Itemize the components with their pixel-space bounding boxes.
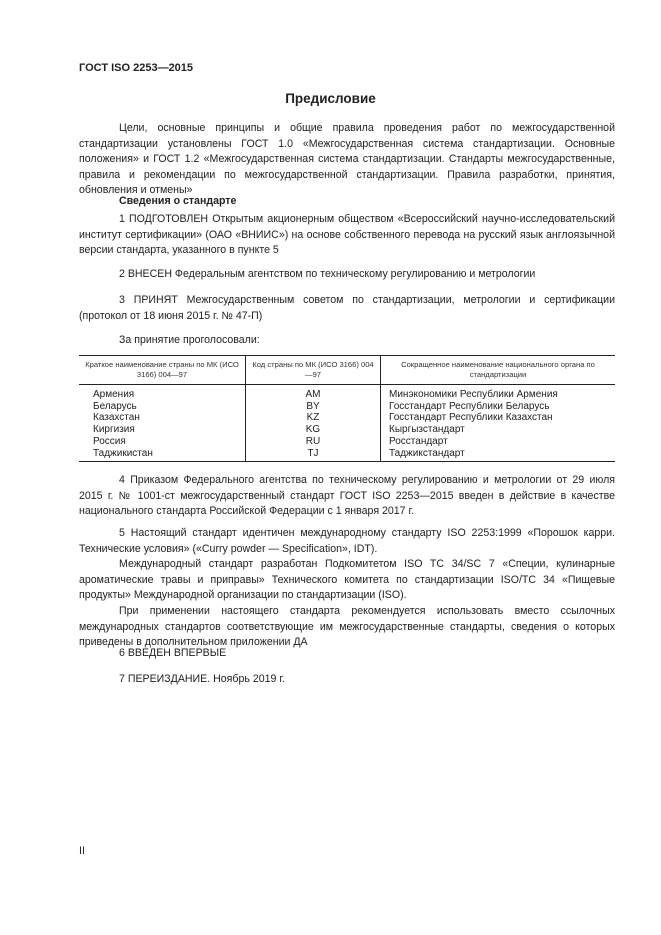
- page-title: Предисловие: [285, 91, 376, 106]
- table-cell-country: Казахстан: [93, 412, 140, 424]
- table-header-row: [79, 356, 615, 385]
- table-row: [79, 412, 615, 424]
- page-number: II: [79, 845, 85, 857]
- item-5-international: Международный стандарт разработан Подкомитетом ISO TC 34/SC 7 «Специи, кулинарные ароматические травы и приправы» Технического комитета по стандартизации ISO/TC 34 «Пищевые продукты» Международной организации по стандартизации (ISO).: [79, 558, 615, 602]
- table-cell-code: KG: [246, 424, 381, 436]
- table-cell-code: AM: [246, 385, 381, 401]
- voted-label: За принятие проголосовали:: [119, 334, 260, 346]
- section-heading: Сведения о стандарте: [119, 195, 237, 207]
- intro-paragraph: Цели, основные принципы и общие правила проведения работ по межгосударственной стандартизации установлены ГОСТ 1.0 «Межгосударственная система стандартизации. Основные положения» и ГОСТ 1.2 «Межгосударственная система стандартизации. Стандарты межгосударственные, правила и рекомендации по межгосударственной стандартизации. Правила разработки, принятия, обновления и отмены»: [79, 122, 615, 197]
- table-cell-body: Госстандарт Республики Казахстан: [381, 412, 616, 424]
- table-cell-country: Таджикистан: [79, 448, 246, 462]
- item-1: 1 ПОДГОТОВЛЕН Открытым акционерным обществом «Всероссийский научно-исследовательский институт сертификации» (ОАО «ВНИИС») на основе собственного перевода на русский язык англоязычной версии стандарта, указанного в пункте 5: [79, 213, 615, 257]
- item-2: 2 ВНЕСЕН Федеральным агентством по техническому регулированию и метрологии: [119, 268, 536, 280]
- table-body: [79, 385, 615, 462]
- table-cell-body: Минэкономики Республики Армения: [381, 385, 616, 401]
- item-6: 6 ВВЕДЕН ВПЕРВЫЕ: [119, 647, 227, 659]
- table-row: [79, 401, 615, 413]
- table-cell-country: Армения: [93, 389, 135, 400]
- table-header-code: Код страны по МК (ИСО 3166) 004—97: [246, 356, 381, 385]
- table-row: [79, 424, 615, 436]
- table-cell-body: Госстандарт Республики Беларусь: [381, 401, 616, 413]
- table-cell-country: Киргизия: [93, 424, 135, 436]
- table-header-country: Краткое наименование страны по МК (ИСО 3166) 004—97: [79, 356, 246, 385]
- voting-table: [79, 355, 615, 462]
- item-3: 3 ПРИНЯТ Межгосударственным советом по стандартизации, метрологии и сертификации (протокол от 18 июня 2015 г. № 47-П): [79, 294, 615, 322]
- item-7: 7 ПЕРЕИЗДАНИЕ. Ноябрь 2019 г.: [119, 673, 285, 685]
- table-cell-code: KZ: [246, 412, 381, 424]
- table-row: [79, 448, 615, 462]
- table-cell-body: Таджикстандарт: [381, 448, 616, 462]
- table-header-body: Сокращенное наименование национального органа по стандартизации: [381, 356, 616, 385]
- table-cell-body: Росстандарт: [381, 436, 616, 448]
- table-cell-code: BY: [246, 401, 381, 413]
- table-cell-body: Кыргызстандарт: [381, 424, 616, 436]
- table-cell-code: RU: [246, 436, 381, 448]
- item-5-application: При применении настоящего стандарта рекомендуется использовать вместо ссылочных международных стандартов соответствующие им межгосударственные стандарты, сведения о которых приведены в дополнительном приложении ДА: [79, 605, 615, 649]
- table-cell-country: Россия: [93, 435, 126, 447]
- table-row: [79, 385, 615, 401]
- document-header: ГОСТ ISO 2253—2015: [79, 62, 194, 74]
- item-4: 4 Приказом Федерального агентства по техническому регулированию и метрологии от 29 июля 2015 г. № 1001-ст межгосударственный стандарт ГОСТ ISO 2253—2015 введен в действие в качестве национального стандарта Российской Федерации с 1 января 2017 г.: [79, 474, 615, 518]
- table-cell-code: TJ: [246, 448, 381, 462]
- table-row: [79, 436, 615, 448]
- table-cell-country: Беларусь: [93, 400, 137, 412]
- item-5: 5 Настоящий стандарт идентичен международному стандарту ISO 2253:1999 «Порошок карри. Технические условия» («Curry powder — Specification», IDT).: [79, 527, 615, 555]
